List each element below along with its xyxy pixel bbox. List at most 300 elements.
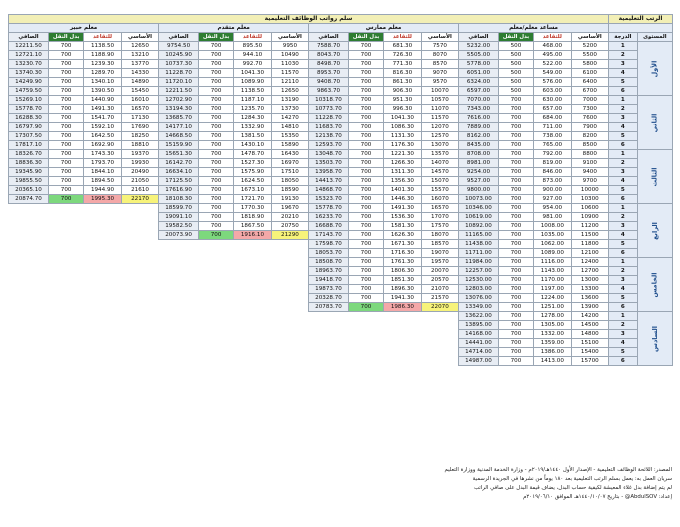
net-cell: 16688.70: [309, 222, 349, 231]
basic-cell: 12650: [121, 42, 158, 51]
empty-cell: [48, 357, 83, 366]
empty-cell: [48, 321, 83, 330]
degree-cell: 6: [609, 87, 638, 96]
net-cell: 19091.10: [159, 213, 199, 222]
basic-cell: 13900: [571, 303, 608, 312]
net-cell: 18326.70: [9, 150, 49, 159]
transport-cell: 700: [498, 105, 533, 114]
empty-cell: [48, 348, 83, 357]
net-cell: 17616.90: [159, 186, 199, 195]
net-cell: 7070.00: [459, 96, 499, 105]
empty-cell: [234, 276, 271, 285]
degree-cell: 4: [609, 69, 638, 78]
empty-cell: [348, 339, 383, 348]
retirement-header: للتقاعد: [534, 33, 571, 42]
empty-cell: [309, 348, 349, 357]
basic-cell: 15070: [421, 177, 458, 186]
empty-cell: [9, 339, 49, 348]
transport-cell: 700: [348, 231, 383, 240]
empty-cell: [9, 294, 49, 303]
degree-cell: 5: [609, 294, 638, 303]
retirement-cell: 1491.30: [84, 105, 121, 114]
basic-cell: 10000: [571, 186, 608, 195]
retirement-cell: 1894.50: [84, 177, 121, 186]
transport-cell: 700: [348, 285, 383, 294]
empty-cell: [48, 204, 83, 213]
retirement-cell: 1818.90: [234, 213, 271, 222]
degree-cell: 2: [609, 159, 638, 168]
retirement-cell: 726.30: [384, 51, 421, 60]
empty-cell: [121, 222, 158, 231]
net-cell: 13958.70: [309, 168, 349, 177]
transport-cell: 700: [498, 150, 533, 159]
retirement-cell: 1581.30: [384, 222, 421, 231]
net-cell: 20874.70: [9, 195, 49, 204]
basic-cell: 20570: [421, 276, 458, 285]
transport-header: بدل النقل: [198, 33, 233, 42]
empty-cell: [84, 321, 121, 330]
net-cell: 16233.70: [309, 213, 349, 222]
net-cell: 15269.10: [9, 96, 49, 105]
empty-cell: [9, 357, 49, 366]
retirement-cell: 681.30: [384, 42, 421, 51]
basic-cell: 8800: [571, 150, 608, 159]
retirement-cell: 846.00: [534, 168, 571, 177]
transport-cell: 700: [498, 231, 533, 240]
transport-cell: 700: [498, 195, 533, 204]
transport-cell: 700: [498, 213, 533, 222]
retirement-cell: 1721.70: [234, 195, 271, 204]
net-header: الصافي: [459, 33, 499, 42]
empty-cell: [271, 303, 308, 312]
empty-cell: [9, 303, 49, 312]
net-cell: 8708.00: [459, 150, 499, 159]
basic-cell: 11500: [571, 231, 608, 240]
retirement-cell: 603.00: [534, 87, 571, 96]
empty-cell: [421, 312, 458, 321]
net-cell: 17307.50: [9, 132, 49, 141]
empty-cell: [48, 276, 83, 285]
empty-cell: [121, 204, 158, 213]
retirement-cell: 1986.30: [384, 303, 421, 312]
basic-cell: 14570: [421, 168, 458, 177]
net-cell: 12257.00: [459, 267, 499, 276]
net-cell: 18053.70: [309, 249, 349, 258]
empty-cell: [9, 231, 49, 240]
net-cell: 20783.70: [309, 303, 349, 312]
empty-cell: [234, 348, 271, 357]
retirement-cell: 1086.30: [384, 123, 421, 132]
basic-cell: 8200: [571, 132, 608, 141]
retirement-header: للتقاعد: [234, 33, 271, 42]
transport-cell: 700: [48, 87, 83, 96]
basic-cell: 13190: [271, 96, 308, 105]
net-cell: 10773.70: [309, 105, 349, 114]
basic-cell: 15890: [271, 141, 308, 150]
transport-cell: 700: [348, 177, 383, 186]
retirement-cell: 1138.50: [234, 87, 271, 96]
empty-cell: [48, 267, 83, 276]
transport-cell: 700: [348, 42, 383, 51]
basic-header: الأساسي: [121, 33, 158, 42]
basic-cell: 10900: [571, 213, 608, 222]
degree-cell: 2: [609, 267, 638, 276]
level-label: الثالث: [650, 166, 659, 187]
retirement-cell: 1332.00: [534, 330, 571, 339]
retirement-cell: 1062.00: [534, 240, 571, 249]
transport-cell: 700: [348, 267, 383, 276]
empty-cell: [271, 276, 308, 285]
basic-cell: 11070: [421, 105, 458, 114]
empty-cell: [198, 312, 233, 321]
degree-cell: 1: [609, 204, 638, 213]
empty-cell: [309, 339, 349, 348]
basic-cell: 22170: [121, 195, 158, 204]
net-cell: 20328.70: [309, 294, 349, 303]
basic-cell: 16070: [421, 195, 458, 204]
net-cell: 11228.70: [159, 69, 199, 78]
empty-cell: [198, 294, 233, 303]
transport-cell: 700: [198, 69, 233, 78]
basic-cell: 16010: [121, 96, 158, 105]
level-cell: [637, 204, 672, 258]
retirement-cell: 1536.30: [384, 213, 421, 222]
transport-cell: 700: [198, 150, 233, 159]
empty-cell: [9, 267, 49, 276]
empty-cell: [234, 249, 271, 258]
transport-cell: 500: [498, 51, 533, 60]
retirement-cell: 1995.30: [84, 195, 121, 204]
retirement-cell: 684.00: [534, 114, 571, 123]
transport-cell: 700: [198, 51, 233, 60]
basic-cell: 10600: [571, 204, 608, 213]
transport-cell: 700: [48, 168, 83, 177]
empty-cell: [121, 303, 158, 312]
empty-cell: [348, 321, 383, 330]
transport-cell: 500: [498, 60, 533, 69]
net-cell: 12530.00: [459, 276, 499, 285]
basic-cell: 16570: [121, 105, 158, 114]
transport-cell: 700: [48, 78, 83, 87]
transport-cell: 700: [48, 159, 83, 168]
empty-cell: [198, 339, 233, 348]
net-header: الصافي: [159, 33, 199, 42]
retirement-cell: 1381.50: [234, 132, 271, 141]
empty-cell: [234, 294, 271, 303]
net-cell: 16797.90: [9, 123, 49, 132]
empty-cell: [9, 348, 49, 357]
net-cell: 10318.70: [309, 96, 349, 105]
empty-cell: [271, 294, 308, 303]
empty-cell: [271, 348, 308, 357]
transport-cell: 700: [48, 51, 83, 60]
transport-cell: 700: [198, 204, 233, 213]
rank-header-spacer: [609, 24, 673, 33]
empty-cell: [84, 258, 121, 267]
empty-cell: [384, 348, 421, 357]
transport-cell: 700: [498, 177, 533, 186]
transport-cell: 700: [48, 132, 83, 141]
empty-cell: [48, 213, 83, 222]
empty-cell: [48, 231, 83, 240]
transport-cell: 700: [498, 267, 533, 276]
empty-cell: [421, 348, 458, 357]
empty-cell: [84, 213, 121, 222]
net-cell: 14668.50: [159, 132, 199, 141]
empty-cell: [198, 348, 233, 357]
net-cell: 12593.70: [309, 141, 349, 150]
net-cell: 15778.70: [309, 204, 349, 213]
level-label: الأول: [650, 60, 659, 77]
empty-cell: [234, 321, 271, 330]
net-cell: 14168.00: [459, 330, 499, 339]
level-cell: [637, 42, 672, 96]
transport-cell: 700: [348, 105, 383, 114]
empty-cell: [384, 357, 421, 366]
transport-cell: 700: [498, 339, 533, 348]
transport-cell: 700: [348, 240, 383, 249]
transport-cell: 700: [498, 357, 533, 366]
empty-cell: [159, 294, 199, 303]
empty-cell: [421, 339, 458, 348]
empty-cell: [84, 222, 121, 231]
basic-cell: 9070: [421, 69, 458, 78]
transport-cell: 700: [498, 330, 533, 339]
retirement-cell: 711.00: [534, 123, 571, 132]
retirement-cell: 1266.30: [384, 159, 421, 168]
empty-cell: [48, 285, 83, 294]
degree-cell: 5: [609, 78, 638, 87]
retirement-cell: 495.00: [534, 51, 571, 60]
transport-cell: 700: [48, 42, 83, 51]
degree-cell: 1: [609, 258, 638, 267]
net-cell: 8953.70: [309, 69, 349, 78]
empty-cell: [159, 276, 199, 285]
empty-cell: [84, 312, 121, 321]
degree-cell: 4: [609, 285, 638, 294]
empty-cell: [234, 258, 271, 267]
basic-cell: 5500: [571, 51, 608, 60]
basic-cell: 20210: [271, 213, 308, 222]
basic-cell: 15450: [121, 87, 158, 96]
net-cell: 9863.70: [309, 87, 349, 96]
net-cell: 6051.00: [459, 69, 499, 78]
retirement-cell: 1541.70: [84, 114, 121, 123]
basic-cell: 17570: [421, 222, 458, 231]
basic-cell: 16430: [271, 150, 308, 159]
transport-cell: 700: [198, 141, 233, 150]
transport-cell: 700: [498, 285, 533, 294]
retirement-header: للتقاعد: [84, 33, 121, 42]
transport-cell: 700: [348, 123, 383, 132]
basic-cell: 11030: [271, 60, 308, 69]
empty-cell: [9, 213, 49, 222]
empty-cell: [384, 321, 421, 330]
transport-cell: 700: [198, 168, 233, 177]
basic-cell: 21050: [121, 177, 158, 186]
retirement-cell: 981.00: [534, 213, 571, 222]
transport-cell: 700: [498, 123, 533, 132]
net-cell: 12803.00: [459, 285, 499, 294]
retirement-cell: 951.30: [384, 96, 421, 105]
level-column-header: المستوى: [637, 33, 672, 42]
net-cell: 13685.70: [159, 114, 199, 123]
basic-cell: 13070: [421, 141, 458, 150]
rank-group-header: مساعد معلم/معلم: [459, 24, 609, 33]
net-cell: 11228.70: [309, 114, 349, 123]
basic-cell: 11570: [421, 114, 458, 123]
retirement-cell: 1446.30: [384, 195, 421, 204]
net-cell: 7343.00: [459, 105, 499, 114]
retirement-cell: 1089.00: [534, 249, 571, 258]
basic-cell: 14890: [121, 78, 158, 87]
basic-cell: 21070: [421, 285, 458, 294]
empty-cell: [121, 231, 158, 240]
transport-cell: 700: [198, 159, 233, 168]
empty-cell: [159, 285, 199, 294]
empty-cell: [271, 339, 308, 348]
basic-cell: 17130: [121, 114, 158, 123]
empty-cell: [234, 267, 271, 276]
empty-cell: [84, 339, 121, 348]
empty-cell: [121, 357, 158, 366]
basic-cell: 13300: [571, 285, 608, 294]
net-cell: 7889.00: [459, 123, 499, 132]
transport-cell: 700: [198, 222, 233, 231]
empty-cell: [121, 294, 158, 303]
net-cell: 20073.90: [159, 231, 199, 240]
empty-cell: [48, 294, 83, 303]
retirement-cell: 816.30: [384, 69, 421, 78]
transport-cell: 700: [48, 177, 83, 186]
net-cell: 12721.10: [9, 51, 49, 60]
transport-cell: 700: [348, 87, 383, 96]
rank-group-header: معلم خبير: [9, 24, 159, 33]
retirement-cell: 1089.90: [234, 78, 271, 87]
transport-cell: 500: [498, 42, 533, 51]
level-cell: [637, 312, 672, 366]
transport-cell: 700: [498, 294, 533, 303]
net-cell: 15323.70: [309, 195, 349, 204]
empty-cell: [309, 321, 349, 330]
net-cell: 20365.10: [9, 186, 49, 195]
net-cell: 17598.70: [309, 240, 349, 249]
empty-cell: [48, 240, 83, 249]
basic-cell: 14800: [571, 330, 608, 339]
empty-cell: [9, 258, 49, 267]
net-cell: 7616.00: [459, 114, 499, 123]
empty-cell: [84, 204, 121, 213]
empty-cell: [121, 267, 158, 276]
degree-cell: 1: [609, 312, 638, 321]
net-cell: 9527.00: [459, 177, 499, 186]
empty-cell: [159, 240, 199, 249]
retirement-cell: 1359.00: [534, 339, 571, 348]
retirement-cell: 1289.70: [84, 69, 121, 78]
degree-cell: 2: [609, 321, 638, 330]
retirement-cell: 1239.30: [84, 60, 121, 69]
net-cell: 8162.00: [459, 132, 499, 141]
net-cell: 19582.50: [159, 222, 199, 231]
net-cell: 14714.00: [459, 348, 499, 357]
retirement-cell: 895.50: [234, 42, 271, 51]
retirement-cell: 549.00: [534, 69, 571, 78]
transport-cell: 700: [498, 303, 533, 312]
net-cell: 14177.10: [159, 123, 199, 132]
empty-cell: [84, 357, 121, 366]
retirement-cell: 792.00: [534, 150, 571, 159]
empty-cell: [198, 276, 233, 285]
empty-cell: [271, 240, 308, 249]
basic-cell: 13770: [121, 60, 158, 69]
retirement-cell: 1916.10: [234, 231, 271, 240]
retirement-cell: 1224.00: [534, 294, 571, 303]
transport-cell: 700: [498, 240, 533, 249]
retirement-cell: 927.00: [534, 195, 571, 204]
basic-cell: 12700: [571, 267, 608, 276]
empty-cell: [159, 258, 199, 267]
retirement-cell: 1592.10: [84, 123, 121, 132]
empty-cell: [309, 357, 349, 366]
transport-cell: 700: [498, 249, 533, 258]
empty-cell: [384, 330, 421, 339]
net-cell: 6597.00: [459, 87, 499, 96]
retirement-cell: 1143.00: [534, 267, 571, 276]
basic-cell: 10070: [421, 87, 458, 96]
basic-cell: 11570: [271, 69, 308, 78]
basic-cell: 13000: [571, 276, 608, 285]
transport-cell: 700: [498, 114, 533, 123]
net-cell: 11711.00: [459, 249, 499, 258]
basic-cell: 10300: [571, 195, 608, 204]
transport-cell: 700: [498, 132, 533, 141]
basic-cell: 12070: [421, 123, 458, 132]
retirement-cell: 1430.10: [234, 141, 271, 150]
retirement-cell: 1527.30: [234, 159, 271, 168]
transport-cell: 700: [348, 258, 383, 267]
empty-cell: [121, 249, 158, 258]
empty-cell: [121, 321, 158, 330]
net-cell: 8435.00: [459, 141, 499, 150]
net-cell: 5505.00: [459, 51, 499, 60]
empty-cell: [348, 330, 383, 339]
retirement-cell: 765.00: [534, 141, 571, 150]
net-header: الصافي: [9, 33, 49, 42]
level-cell: [637, 150, 672, 204]
empty-cell: [271, 249, 308, 258]
degree-cell: 5: [609, 240, 638, 249]
empty-cell: [84, 240, 121, 249]
basic-cell: 15700: [571, 357, 608, 366]
transport-header: بدل النقل: [498, 33, 533, 42]
net-cell: 16634.10: [159, 168, 199, 177]
empty-cell: [159, 321, 199, 330]
net-cell: 13194.30: [159, 105, 199, 114]
empty-cell: [309, 330, 349, 339]
empty-cell: [84, 303, 121, 312]
transport-cell: 700: [348, 204, 383, 213]
transport-cell: 700: [348, 294, 383, 303]
retirement-cell: 1944.90: [84, 186, 121, 195]
net-cell: 13076.00: [459, 294, 499, 303]
net-cell: 13895.00: [459, 321, 499, 330]
basic-cell: 13210: [121, 51, 158, 60]
net-cell: 15778.70: [9, 105, 49, 114]
level-label: الخامس: [650, 271, 659, 298]
empty-cell: [84, 267, 121, 276]
empty-cell: [9, 240, 49, 249]
retirement-cell: 1806.30: [384, 267, 421, 276]
